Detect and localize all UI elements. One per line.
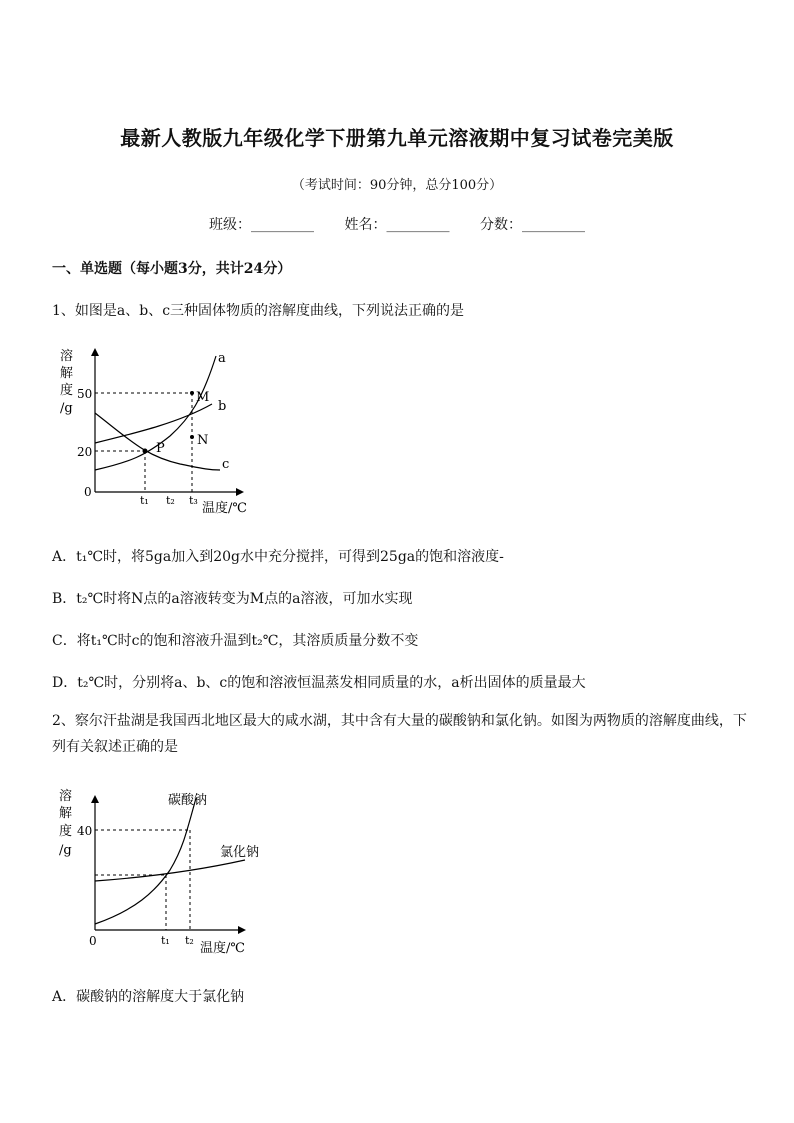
- x-axis-arrow: [238, 926, 246, 934]
- x-axis-arrow: [236, 488, 244, 496]
- curve-b: [95, 404, 212, 443]
- option-c[interactable]: C．将t₁℃时c的饱和溶液升温到t₂℃，其溶质质量分数不变: [52, 633, 419, 649]
- y-label-char: 解: [60, 366, 74, 381]
- point-m-label: M: [196, 390, 210, 405]
- point-n-label: N: [197, 433, 209, 448]
- curve-a-label: a: [218, 351, 226, 366]
- curve-sodium-chloride-label: 氯化钠: [220, 845, 260, 860]
- score-field[interactable]: 分数：_________: [479, 217, 585, 233]
- y-tick-40: 40: [77, 824, 93, 838]
- y-label-char: 溶: [59, 789, 73, 804]
- x-tick-t3: t₃: [189, 494, 198, 507]
- y-label-char: 度: [60, 383, 74, 398]
- y-tick-0: 0: [84, 485, 92, 499]
- curve-c-label: c: [222, 457, 230, 472]
- y-axis-arrow: [91, 348, 99, 356]
- option-b[interactable]: B．t₂℃时将N点的a溶液转变为M点的a溶液，可加水实现: [52, 591, 413, 607]
- point-n: [190, 435, 194, 439]
- y-label-char: 度: [59, 824, 73, 839]
- x-tick-t2: t₂: [185, 934, 194, 947]
- q2-option-a[interactable]: A．碳酸钠的溶解度大于氯化钠: [52, 989, 245, 1005]
- x-tick-t1: t₁: [140, 494, 149, 507]
- name-field[interactable]: 姓名：_________: [344, 217, 450, 233]
- y-label-char: 解: [59, 806, 73, 821]
- question-2-stem: 2、察尔汗盐湖是我国西北地区最大的咸水湖，其中含有大量的碳酸钠和氯化钠。如图为两物质的溶解度曲线，下列有关叙述正确的是: [52, 713, 747, 755]
- point-p-label: P: [156, 441, 165, 456]
- x-axis-label: 温度/℃: [202, 501, 247, 516]
- x-tick-t1: t₁: [161, 934, 170, 947]
- student-info: [0, 214, 794, 234]
- y-tick-0: 0: [89, 934, 97, 948]
- y-tick-20: 20: [77, 445, 93, 459]
- solubility-graph-1: [50, 340, 280, 520]
- curve-sodium-carbonate: [95, 798, 196, 924]
- x-axis-label: 温度/℃: [200, 941, 245, 956]
- y-axis-arrow: [91, 795, 99, 803]
- y-label-char: 溶: [60, 349, 74, 364]
- point-p: [143, 449, 148, 454]
- class-field[interactable]: 班级：_________: [209, 217, 315, 233]
- y-label-char: /g: [59, 843, 72, 858]
- section-heading: 一、单选题（每小题3分，共计24分）: [52, 261, 292, 277]
- option-a[interactable]: A．t₁℃时，将5ga加入到20g水中充分搅拌，可得到25ga的饱和溶液度-: [52, 549, 504, 565]
- curve-b-label: b: [218, 399, 227, 414]
- exam-info: （考试时间：90分钟，总分100分）: [291, 178, 503, 193]
- question-1-stem: 1、如图是a、b、c三种固体物质的溶解度曲线，下列说法正确的是: [52, 303, 465, 319]
- curve-sodium-carbonate-label: 碳酸钠: [168, 793, 208, 808]
- point-m: [190, 391, 194, 395]
- y-label-char: /g: [60, 401, 73, 416]
- x-tick-t2: t₂: [166, 494, 175, 507]
- option-d[interactable]: D．t₂℃时，分别将a、b、c的饱和溶液恒温蒸发相同质量的水，a析出固体的质量最大: [52, 675, 586, 691]
- page-title: 最新人教版九年级化学下册第九单元溶液期中复习试卷完美版: [120, 126, 674, 150]
- y-tick-50: 50: [77, 387, 93, 401]
- solubility-graph-2: [50, 780, 290, 960]
